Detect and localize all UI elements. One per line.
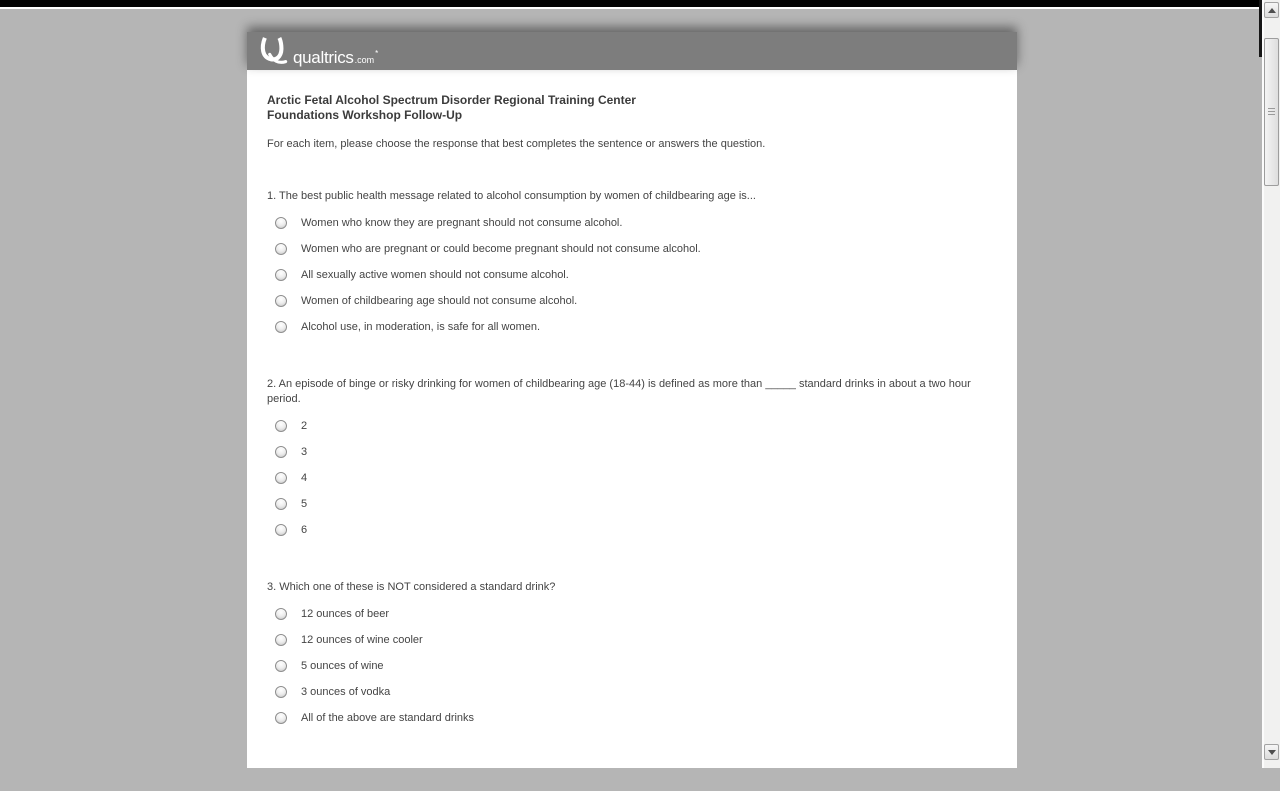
down-arrow-icon — [1268, 750, 1276, 755]
option-label: 3 ounces of vodka — [301, 685, 391, 698]
scroll-down-button[interactable] — [1264, 744, 1279, 760]
answer-option-q2-1[interactable] — [267, 413, 993, 439]
survey-header — [247, 32, 1017, 70]
option-label: Women who know they are pregnant should not consume alcohol. — [301, 216, 623, 229]
answer-option-q1-4[interactable] — [267, 288, 993, 314]
option-label: 12 ounces of beer — [301, 607, 390, 620]
logo-suffix: .com — [354, 55, 375, 65]
radio-button-icon[interactable] — [275, 243, 287, 255]
qualtrics-logo — [259, 36, 378, 66]
radio-button-icon[interactable] — [275, 217, 287, 229]
radio-button-icon[interactable] — [275, 446, 287, 458]
survey-body — [247, 70, 1017, 791]
radio-button-icon[interactable] — [275, 498, 287, 510]
radio-button-icon[interactable] — [275, 686, 287, 698]
survey-instructions: For each item, please choose the response that best completes the sentence or answers the question. — [267, 138, 766, 150]
radio-button-icon[interactable] — [275, 524, 287, 536]
question-block — [267, 189, 993, 340]
option-label: 4 — [301, 471, 308, 484]
option-label: All of the above are standard drinks — [301, 711, 475, 724]
answer-option-q1-3[interactable] — [267, 262, 993, 288]
radio-button-icon[interactable] — [275, 608, 287, 620]
questions-container — [267, 189, 993, 731]
options-list — [267, 601, 993, 731]
answer-option-q1-2[interactable] — [267, 236, 993, 262]
option-label: 3 — [301, 445, 308, 458]
option-label: 5 — [301, 497, 308, 510]
logo-text: qualtrics — [293, 48, 354, 67]
answer-option-q2-3[interactable] — [267, 465, 993, 491]
answer-option-q3-2[interactable] — [267, 627, 993, 653]
question-block — [267, 377, 993, 543]
question-block — [267, 580, 993, 731]
option-label: Women who are pregnant or could become pregnant should not consume alcohol. — [301, 242, 701, 255]
answer-option-q2-4[interactable] — [267, 491, 993, 517]
qualtrics-q-icon — [259, 36, 292, 65]
question-text: 3. Which one of these is NOT considered a standard drink? — [267, 581, 556, 593]
top-white-line — [0, 7, 1262, 9]
option-label: 2 — [301, 419, 308, 432]
options-list — [267, 210, 993, 340]
radio-button-icon[interactable] — [275, 634, 287, 646]
answer-option-q2-5[interactable] — [267, 517, 993, 543]
question-text: 1. The best public health message related to alcohol consumption by women of childbearing age is... — [267, 190, 756, 202]
thumb-grip-icon — [1268, 108, 1275, 115]
scroll-up-button[interactable] — [1264, 2, 1279, 18]
answer-option-q1-5[interactable] — [267, 314, 993, 340]
option-label: Alcohol use, in moderation, is safe for all women. — [301, 320, 541, 333]
radio-button-icon[interactable] — [275, 472, 287, 484]
top-black-bar — [0, 0, 1262, 7]
answer-option-q3-4[interactable] — [267, 679, 993, 705]
up-arrow-icon — [1268, 8, 1276, 13]
survey-title — [267, 93, 993, 123]
radio-button-icon[interactable] — [275, 295, 287, 307]
answer-option-q3-3[interactable] — [267, 653, 993, 679]
radio-button-icon[interactable] — [275, 660, 287, 672]
survey-page — [247, 32, 1017, 768]
radio-button-icon[interactable] — [275, 420, 287, 432]
option-label: 5 ounces of wine — [301, 659, 384, 672]
options-list — [267, 413, 993, 543]
logo-trademark: * — [375, 49, 379, 58]
answer-option-q3-5[interactable] — [267, 705, 993, 731]
option-label: Women of childbearing age should not consume alcohol. — [301, 294, 578, 307]
option-label: All sexually active women should not consume alcohol. — [301, 268, 569, 281]
answer-option-q2-2[interactable] — [267, 439, 993, 465]
radio-button-icon[interactable] — [275, 269, 287, 281]
survey-title-line2: Foundations Workshop Follow-Up — [267, 108, 463, 122]
answer-option-q3-1[interactable] — [267, 601, 993, 627]
option-label: 12 ounces of wine cooler — [301, 633, 423, 646]
answer-option-q1-1[interactable] — [267, 210, 993, 236]
radio-button-icon[interactable] — [275, 712, 287, 724]
survey-title-line1: Arctic Fetal Alcohol Spectrum Disorder Regional Training Center — [267, 93, 636, 107]
vertical-scrollbar[interactable] — [1262, 0, 1280, 768]
scrollbar-thumb[interactable] — [1264, 38, 1279, 186]
radio-button-icon[interactable] — [275, 321, 287, 333]
question-text: 2. An episode of binge or risky drinking for women of childbearing age (18-44) is defined as more than _____ standard drinks in about a two hour period. — [267, 378, 971, 405]
option-label: 6 — [301, 523, 308, 536]
